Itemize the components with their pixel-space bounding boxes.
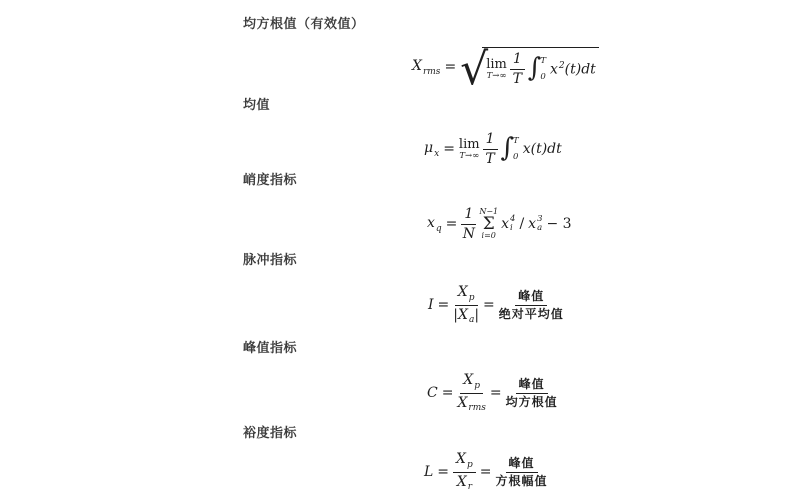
lim-subscript: T→∞ bbox=[459, 151, 480, 162]
fraction-symbolic bbox=[453, 284, 479, 326]
term-xa3 bbox=[528, 216, 536, 232]
integral-sign: ∫ bbox=[500, 133, 515, 164]
summation-group bbox=[479, 208, 498, 240]
integral-group bbox=[500, 133, 520, 164]
term-exp: 3 bbox=[537, 213, 543, 224]
formula-mean bbox=[424, 131, 562, 168]
label-margin: 裕度指标 bbox=[243, 426, 298, 441]
numerator: 1 bbox=[510, 51, 525, 70]
rms-lhs bbox=[412, 58, 440, 77]
var-xr: X bbox=[456, 473, 467, 490]
term-xi4-scripts bbox=[510, 215, 515, 234]
limit-operator bbox=[486, 58, 507, 81]
var-mu-sub: x bbox=[434, 148, 440, 159]
sqrt-body bbox=[482, 47, 599, 88]
sum-lower: i=0 bbox=[481, 231, 496, 241]
numerator bbox=[455, 284, 478, 306]
term-xi4 bbox=[501, 216, 509, 232]
label-mean: 均值 bbox=[243, 98, 271, 113]
margin-lhs: L bbox=[424, 464, 434, 481]
term-exp: 4 bbox=[510, 213, 516, 224]
integrand-var: x bbox=[522, 141, 531, 158]
integrand-tail: (t)dt bbox=[530, 141, 562, 158]
abs-bar-left: | bbox=[453, 306, 458, 323]
denominator: T bbox=[485, 150, 495, 167]
numerator bbox=[460, 372, 483, 394]
lim-text: lim bbox=[486, 57, 507, 73]
var-x-sub: rms bbox=[422, 66, 441, 77]
denominator bbox=[457, 394, 485, 415]
label-kurtosis: 峭度指标 bbox=[243, 173, 298, 188]
minus-three: − 3 bbox=[546, 216, 572, 233]
cn-denominator: 绝对平均值 bbox=[498, 306, 564, 321]
var-xp-sub: p bbox=[467, 459, 473, 470]
label-rms: 均方根值（有效值） bbox=[243, 17, 365, 32]
fraction bbox=[483, 131, 498, 168]
slash-sign: / bbox=[519, 216, 525, 233]
fraction bbox=[510, 51, 525, 88]
sigma-sign: Σ bbox=[482, 214, 495, 235]
integrand bbox=[523, 141, 562, 157]
var-xp-sub: p bbox=[468, 292, 475, 303]
lower-bound: 0 bbox=[540, 71, 546, 82]
fraction-chinese bbox=[506, 377, 558, 409]
equals-sign: = bbox=[444, 59, 457, 76]
label-impulse: 脉冲指标 bbox=[243, 253, 298, 268]
var-xa-sub: a bbox=[468, 315, 475, 326]
integrand-tail: (t)dt bbox=[564, 61, 596, 78]
impulse-lhs: I bbox=[428, 297, 434, 314]
denominator bbox=[453, 306, 479, 327]
equals-sign: = bbox=[437, 297, 450, 314]
denominator: N bbox=[462, 225, 475, 242]
formula-crest bbox=[427, 372, 558, 414]
lower-bound: 0 bbox=[513, 151, 519, 162]
equals-sign: = bbox=[479, 464, 492, 481]
numerator bbox=[453, 451, 476, 473]
term-xa3-scripts bbox=[537, 215, 542, 234]
denominator bbox=[457, 473, 472, 494]
integrand-var: x bbox=[550, 61, 558, 78]
var-xa: X bbox=[457, 306, 468, 323]
var-x: X bbox=[412, 57, 422, 74]
formula-kurtosis bbox=[427, 206, 573, 243]
lim-text: lim bbox=[458, 137, 480, 153]
crest-lhs: C bbox=[427, 385, 438, 402]
label-crest: 峰值指标 bbox=[243, 341, 298, 356]
equals-sign: = bbox=[445, 216, 458, 233]
numerator: 1 bbox=[483, 131, 498, 150]
var-x: x bbox=[427, 214, 435, 231]
cn-denominator: 均方根值 bbox=[505, 394, 558, 409]
cn-numerator: 峰值 bbox=[506, 456, 538, 472]
cn-denominator: 方根幅值 bbox=[495, 473, 548, 488]
fraction-symbolic bbox=[453, 451, 476, 493]
numerator: 1 bbox=[461, 206, 476, 225]
var-xp-sub: p bbox=[474, 380, 481, 391]
var-mu: μ bbox=[424, 139, 434, 156]
term-var: x bbox=[528, 216, 537, 233]
fraction-chinese bbox=[496, 456, 548, 488]
integrand-exp: 2 bbox=[558, 60, 565, 71]
upper-bound: T bbox=[513, 136, 519, 147]
term-sub: i bbox=[510, 223, 513, 234]
fraction-symbolic bbox=[457, 372, 485, 414]
limit-operator bbox=[459, 138, 480, 161]
cn-numerator: 峰值 bbox=[516, 377, 548, 393]
equals-sign: = bbox=[443, 141, 455, 158]
sqrt-group bbox=[460, 43, 599, 95]
lim-subscript: T→∞ bbox=[486, 71, 507, 82]
term-var: x bbox=[501, 216, 510, 233]
equals-sign: = bbox=[483, 297, 495, 314]
var-xp: X bbox=[456, 451, 466, 467]
var-x-sub: q bbox=[435, 223, 442, 234]
fraction-chinese bbox=[499, 289, 564, 321]
cn-numerator: 峰值 bbox=[515, 289, 547, 305]
abs-bar-right: | bbox=[474, 306, 480, 323]
var-xp: X bbox=[463, 372, 474, 388]
formula-margin bbox=[424, 451, 548, 493]
var-xr-sub: r bbox=[467, 482, 473, 493]
formula-rms bbox=[412, 43, 599, 95]
fraction bbox=[461, 206, 476, 243]
var-xp: X bbox=[457, 284, 468, 300]
equals-sign: = bbox=[489, 385, 502, 402]
sqrt-symbol: √ bbox=[460, 43, 489, 95]
equals-sign: = bbox=[437, 464, 450, 481]
upper-bound: T bbox=[540, 56, 547, 67]
denominator: T bbox=[512, 70, 522, 87]
integral-sign: ∫ bbox=[527, 53, 542, 84]
var-xrms-sub: rms bbox=[468, 403, 486, 414]
term-sub: a bbox=[537, 223, 543, 234]
integral-group bbox=[527, 53, 547, 84]
kurtosis-lhs bbox=[427, 215, 442, 234]
integrand bbox=[550, 61, 596, 78]
sum-upper: N−1 bbox=[479, 207, 499, 217]
mean-lhs bbox=[424, 140, 439, 159]
var-xrms: X bbox=[457, 394, 468, 411]
formula-impulse bbox=[428, 284, 564, 326]
equals-sign: = bbox=[441, 385, 454, 402]
